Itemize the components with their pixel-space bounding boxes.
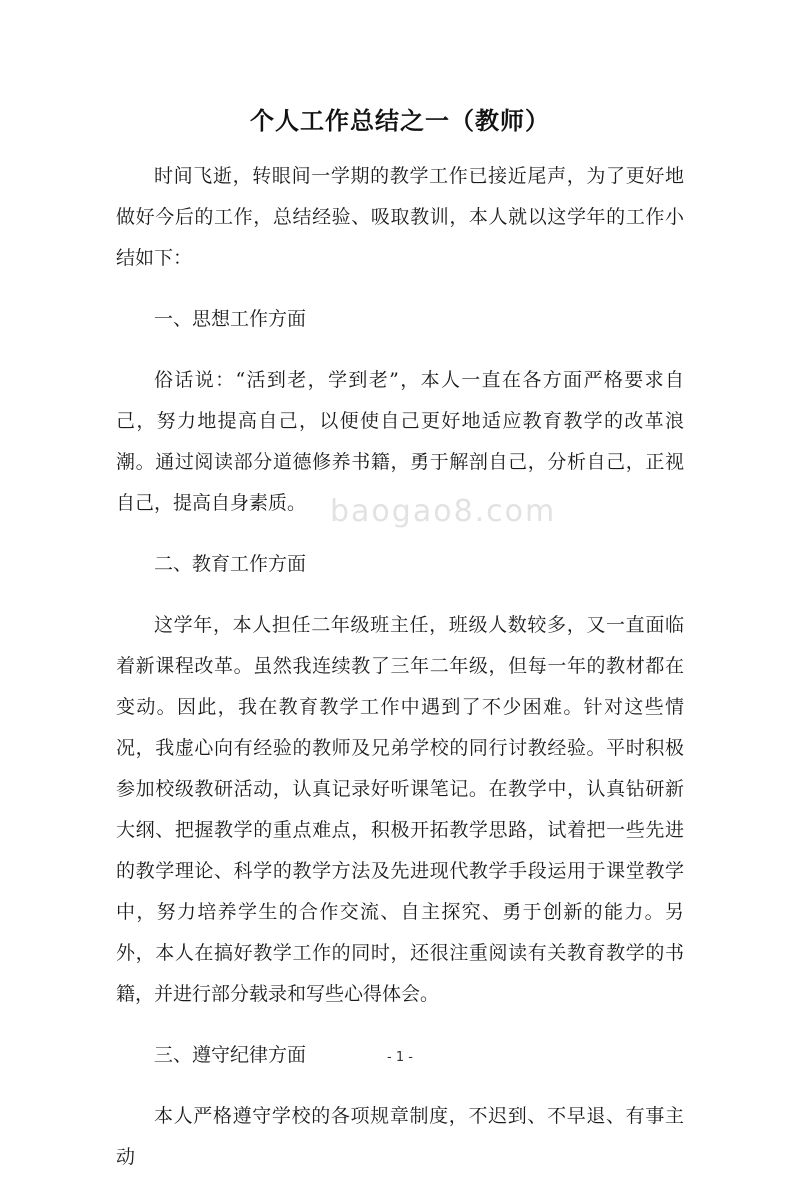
- page-number: - 1 -: [387, 1050, 413, 1065]
- section-heading-thought: 一、思想工作方面: [154, 308, 307, 330]
- education-paragraph: 这学年，本人担任二年级班主任，班级人数较多，又一直面临着新课程改革。虽然我连续教了三年二年级，但每一年的教材都在变动。因此，我在教育教学工作中遇到了不少困难。针对这些情况，我虚心向有经验的教师及兄弟学校的同行讨教经验。平时积极参加校级教研活动，认真记录好听课笔记。在教学中，认真钻研新大纲、把握教学的重点难点，积极开拓教学思路，试着把一些先进的教学理论、科学的教学方法及先进现代教学手段运用于课堂教学中，努力培养学生的合作交流、自主探究、勇于创新的能力。另外，本人在搞好教学工作的同时，还很注重阅读有关教育教学的书籍，并进行部分载录和写些心得体会。: [116, 614, 684, 1005]
- watermark: baogao8.com: [330, 494, 557, 529]
- intro-paragraph: 时间飞逝，转眼间一学期的教学工作已接近尾声，为了更好地做好今后的工作，总结经验、吸取教训，本人就以这学年的工作小结如下：: [116, 165, 684, 269]
- section-heading-education: 二、教育工作方面: [154, 553, 307, 575]
- document-title: 个人工作总结之一（教师）: [250, 106, 550, 135]
- discipline-paragraph: 本人严格遵守学校的各项规章制度，不迟到、不早退、有事主动: [116, 1105, 684, 1168]
- section-heading-discipline: 三、遵守纪律方面: [154, 1044, 307, 1066]
- document-body: [116, 156, 684, 1198]
- thought-paragraph: 俗话说：“活到老，学到老”，本人一直在各方面严格要求自己，努力地提高自己，以便使自己更好地适应教育教学的改革浪潮。通过阅读部分道德修养书籍，勇于解剖自己，分析自己，正视自己，提高自身素质。: [116, 369, 684, 514]
